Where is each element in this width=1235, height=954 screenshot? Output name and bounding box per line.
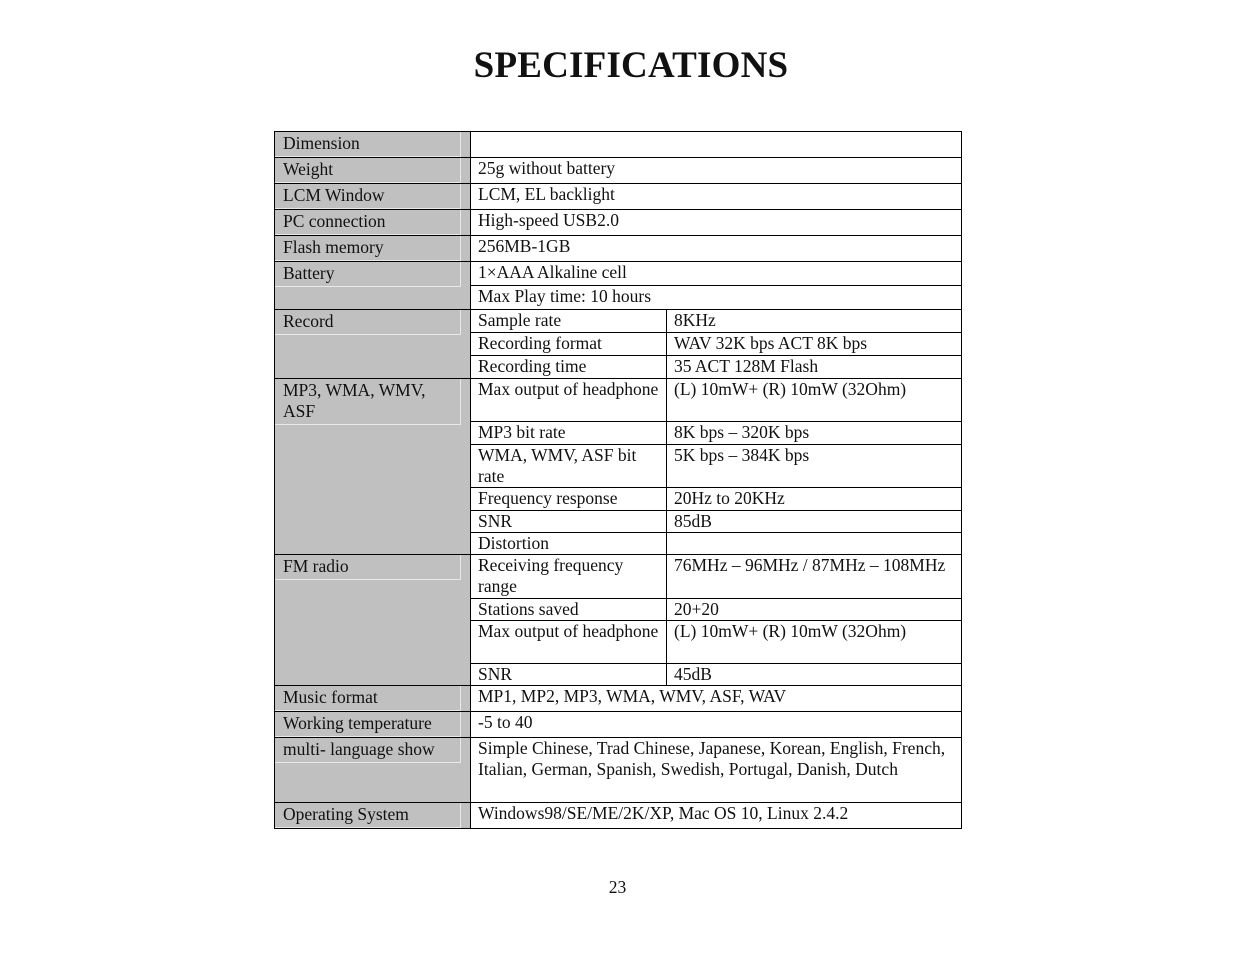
spec-value: 8K bps – 320K bps <box>667 422 962 445</box>
spec-value: -5 to 40 <box>471 712 962 738</box>
spec-row-fm-radio <box>275 555 962 599</box>
spec-row-battery <box>275 262 962 286</box>
spec-value: 45dB <box>667 664 962 686</box>
spec-value: 20Hz to 20KHz <box>667 488 962 511</box>
spec-sub-label: Stations saved <box>471 599 667 621</box>
spec-value: 35 ACT 128M Flash <box>667 356 962 379</box>
spec-sub-label: MP3 bit rate <box>471 422 667 445</box>
spec-label: Operating System <box>275 803 471 829</box>
specifications-table <box>274 131 962 829</box>
spec-value: High-speed USB2.0 <box>471 210 962 236</box>
spec-value: 20+20 <box>667 599 962 621</box>
spec-label: Record <box>275 310 471 379</box>
spec-label: LCM Window <box>275 184 471 210</box>
spec-sub-label: Distortion <box>471 533 667 555</box>
spec-row-multi-language <box>275 738 962 803</box>
spec-label: multi- language show <box>275 738 471 803</box>
spec-row-pc-connection <box>275 210 962 236</box>
spec-sub-label: Max output of headphone <box>471 379 667 422</box>
spec-value: 8KHz <box>667 310 962 333</box>
spec-value: 256MB-1GB <box>471 236 962 262</box>
spec-sub-label: SNR <box>471 664 667 686</box>
spec-row-operating-system <box>275 803 962 829</box>
spec-value: 85dB <box>667 511 962 533</box>
spec-value: 1×AAA Alkaline cell <box>471 262 962 286</box>
spec-value: Simple Chinese, Trad Chinese, Japanese, Korean, English, French, Italian, German, Spanish, Swedish, Portugal, Danish, Dutch <box>471 738 962 803</box>
spec-sub-label: Sample rate <box>471 310 667 333</box>
page-title: SPECIFICATIONS <box>473 45 789 86</box>
spec-row-mp3 <box>275 379 962 422</box>
spec-value: 25g without battery <box>471 158 962 184</box>
spec-sub-label: Recording format <box>471 333 667 356</box>
spec-value: WAV 32K bps ACT 8K bps <box>667 333 962 356</box>
spec-label: FM radio <box>275 555 471 686</box>
spec-value: LCM, EL backlight <box>471 184 962 210</box>
spec-row-weight <box>275 158 962 184</box>
spec-sub-label: Receiving frequency range <box>471 555 667 599</box>
spec-value: (L) 10mW+ (R) 10mW (32Ohm) <box>667 379 962 422</box>
spec-value: (L) 10mW+ (R) 10mW (32Ohm) <box>667 621 962 664</box>
spec-row-lcm-window <box>275 184 962 210</box>
spec-value: MP1, MP2, MP3, WMA, WMV, ASF, WAV <box>471 686 962 712</box>
spec-label: Weight <box>275 158 471 184</box>
spec-label: PC connection <box>275 210 471 236</box>
spec-label: Working temperature <box>275 712 471 738</box>
spec-row-record <box>275 310 962 333</box>
spec-sub-label: WMA, WMV, ASF bit rate <box>471 445 667 488</box>
spec-value <box>471 132 962 158</box>
spec-label: Battery <box>275 262 471 310</box>
spec-label: Music format <box>275 686 471 712</box>
spec-sub-label: Frequency response <box>471 488 667 511</box>
spec-row-music-format <box>275 686 962 712</box>
spec-sub-label: Recording time <box>471 356 667 379</box>
spec-row-flash-memory <box>275 236 962 262</box>
spec-sub-label: Max output of headphone <box>471 621 667 664</box>
spec-value: Windows98/SE/ME/2K/XP, Mac OS 10, Linux 2.4.2 <box>471 803 962 829</box>
spec-label: Flash memory <box>275 236 471 262</box>
spec-value: 76MHz – 96MHz / 87MHz – 108MHz <box>667 555 962 599</box>
spec-sub-label: SNR <box>471 511 667 533</box>
spec-label: Dimension <box>275 132 471 158</box>
spec-value: Max Play time: 10 hours <box>471 286 962 310</box>
spec-row-working-temperature <box>275 712 962 738</box>
spec-label: MP3, WMA, WMV, ASF <box>275 379 471 555</box>
page-number: 23 <box>608 877 627 897</box>
spec-value <box>667 533 962 555</box>
spec-row-dimension <box>275 132 962 158</box>
spec-value: 5K bps – 384K bps <box>667 445 962 488</box>
